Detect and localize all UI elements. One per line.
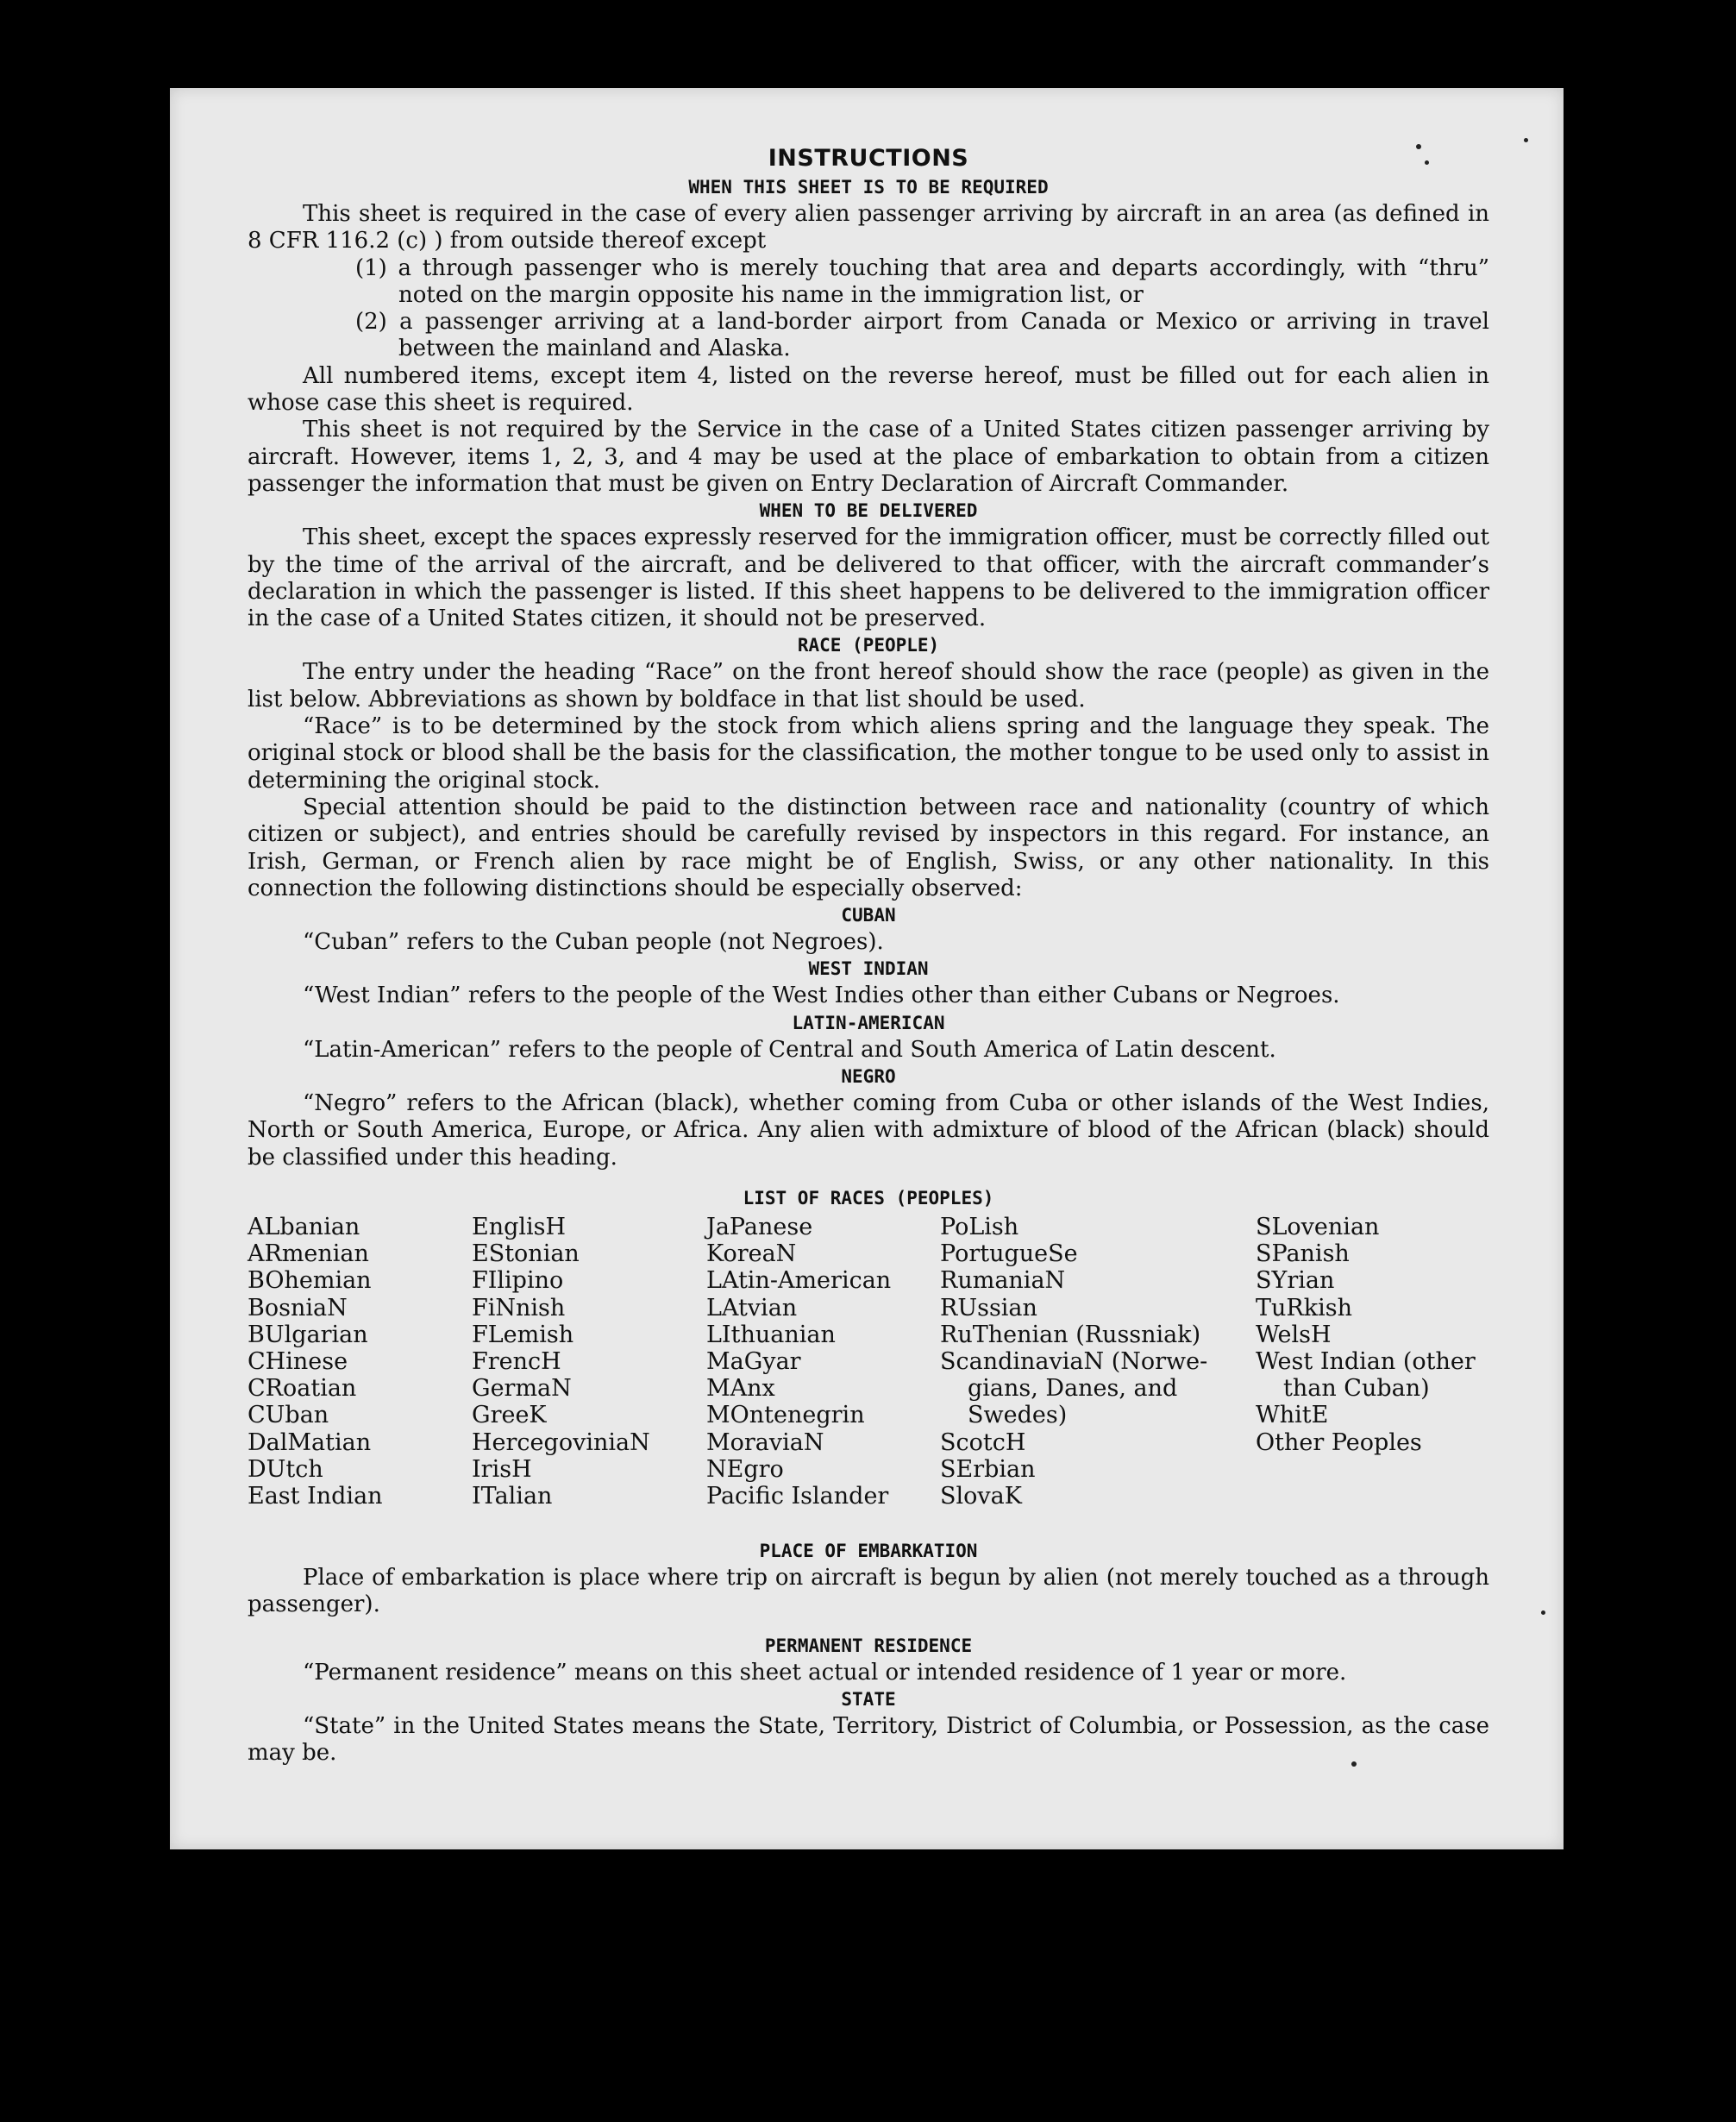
race-list-item: FLemish <box>472 1321 574 1348</box>
scan-speck <box>1425 160 1429 165</box>
heading-negro: NEGRO <box>841 1066 896 1088</box>
race-list-item: BUlgarian <box>248 1321 368 1348</box>
paragraph-latin-american: “Latin-American” refers to the people of Central and South America of Latin descent. <box>303 1036 1276 1063</box>
paragraph-citizen: This sheet is not required by the Service in the case of a United States citizen passenger arriving by aircraft. However, items 1, 2, 3, and 4 may be used at the place of embarkation to obtain from a citizen passenger the information that must be given on Entry Declaration of Aircraft Commander. <box>248 417 1489 497</box>
races-column-4 <box>940 1214 1207 1510</box>
race-list-item: CRoatian <box>248 1375 357 1403</box>
paragraph-cuban: “Cuban” refers to the Cuban people (not Negroes). <box>303 929 884 956</box>
race-list-item: FrencH <box>472 1347 561 1375</box>
heading-state: STATE <box>841 1688 896 1710</box>
race-list-item: TuRkish <box>1256 1294 1352 1322</box>
race-list-item: LIthuanian <box>706 1321 836 1348</box>
race-list-item: PortugueSe <box>940 1240 1078 1268</box>
race-list-item: FiNnish <box>472 1294 566 1322</box>
paragraph-race-1: The entry under the heading “Race” on the front hereof should show the race (people) as given in the list below. Abbreviations as shown by boldface in that list should be used. <box>248 659 1489 713</box>
paragraph-delivered: This sheet, except the spaces expressly reserved for the immigration officer, must be correctly filled out by the time of the arrival of the aircraft, and be delivered to that officer, with the aircraft commander’s declaration in which the passenger is listed. If this sheet happens to be delivered to the immigration officer in the case of a United States citizen, it should not be preserved. <box>248 524 1489 632</box>
exception-item-1: (1) a through passenger who is merely touching that area and departs accordingly, with “thru” noted on the margin opposite his name in the immigration list, or <box>355 254 1489 308</box>
race-list-item: ScandinaviaN (Norwe- <box>940 1347 1208 1375</box>
race-list-item: SlovaK <box>940 1482 1022 1510</box>
scan-speck <box>1541 1610 1545 1615</box>
race-list-item: WhitE <box>1256 1402 1329 1429</box>
race-list-item: SErbian <box>940 1455 1036 1483</box>
paragraph-embarkation: Place of embarkation is place where trip on aircraft is begun by alien (not merely touched as a through passenger). <box>248 1564 1489 1618</box>
race-list-item: CUban <box>248 1402 329 1429</box>
races-column-1 <box>248 1214 383 1510</box>
race-list-item: than Cuban) <box>1283 1375 1430 1403</box>
scan-speck <box>1416 144 1421 149</box>
races-list <box>248 1214 1489 1538</box>
paragraph-state: “State” in the United States means the State, Territory, District of Columbia, or Possession, as the case may be. <box>248 1712 1489 1767</box>
race-list-item: WelsH <box>1256 1321 1332 1348</box>
heading-when-delivered: WHEN TO BE DELIVERED <box>759 500 978 522</box>
race-list-item: BOhemian <box>248 1267 372 1295</box>
exception-item-2: (2) a passenger arriving at a land-border airport from Canada or Mexico or arriving in travel between the mainland and Alaska. <box>355 309 1489 362</box>
heading-race: RACE (PEOPLE) <box>797 635 940 656</box>
paragraph-numbered-items: All numbered items, except item 4, listed on the reverse hereof, must be filled out for each alien in whose case this sheet is required. <box>248 362 1489 417</box>
race-list-item: ScotcH <box>940 1428 1026 1456</box>
race-list-item: DalMatian <box>248 1428 372 1456</box>
heading-embarkation: PLACE OF EMBARKATION <box>759 1540 978 1561</box>
race-list-item: RumaniaN <box>940 1267 1066 1295</box>
page-title: INSTRUCTIONS <box>768 145 969 172</box>
race-list-item: LAtin-American <box>706 1267 892 1295</box>
race-list-item: East Indian <box>248 1482 383 1510</box>
race-list-item: CHinese <box>248 1347 348 1375</box>
race-list-item: RuThenian (Russniak) <box>940 1321 1201 1348</box>
race-list-item: JaPanese <box>706 1213 813 1240</box>
paragraph-race-3: Special attention should be paid to the distinction between race and nationality (country of which citizen or subject), and entries should be carefully revised by inspectors in this regard. For instance, an Irish, German, or French alien by race might be of English, Swiss, or any other nationality. In this connection the following distinctions should be especially observed: <box>248 794 1489 901</box>
race-list-item: MoraviaN <box>706 1428 824 1456</box>
race-list-item: West Indian (other <box>1256 1347 1476 1375</box>
paragraph-residence: “Permanent residence” means on this sheet actual or intended residence of 1 year or more. <box>303 1659 1347 1686</box>
race-list-item: PoLish <box>940 1213 1019 1240</box>
heading-residence: PERMANENT RESIDENCE <box>764 1635 973 1656</box>
race-list-item: GreeK <box>472 1402 547 1429</box>
heading-latin-american: LATIN-AMERICAN <box>792 1012 945 1033</box>
races-column-3 <box>706 1214 891 1510</box>
race-list-item: FIlipino <box>472 1267 564 1295</box>
race-list-item: LAtvian <box>706 1294 798 1322</box>
race-list-item: BosniaN <box>248 1294 348 1322</box>
races-column-5 <box>1256 1214 1476 1456</box>
paragraph-negro: “Negro” refers to the African (black), whether coming from Cuba or other islands of the West Indies, North or South America, Europe, or Africa. Any alien with admixture of blood of the African (black) should be classified under this heading. <box>248 1090 1489 1171</box>
race-list-item: ARmenian <box>248 1240 369 1268</box>
heading-west-indian: WEST INDIAN <box>808 958 929 980</box>
heading-list-of-races: LIST OF RACES (PEOPLES) <box>743 1187 994 1209</box>
race-list-item: gians, Danes, and <box>968 1375 1178 1403</box>
race-list-item: SLovenian <box>1256 1213 1380 1240</box>
document-sheet <box>170 88 1564 1849</box>
race-list-item: Other Peoples <box>1256 1428 1422 1456</box>
paragraph-required-intro: This sheet is required in the case of every alien passenger arriving by aircraft in an area (as defined in 8 CFR 116.2 (c) ) from outside thereof except <box>248 201 1489 254</box>
race-list-item: SYrian <box>1256 1267 1335 1295</box>
race-list-item: EnglisH <box>472 1213 567 1240</box>
scan-speck <box>1351 1761 1357 1767</box>
race-list-item: Pacific Islander <box>706 1482 889 1510</box>
race-list-item: NEgro <box>706 1455 784 1483</box>
race-list-item: HercegoviniaN <box>472 1428 650 1456</box>
race-list-item: IrisH <box>472 1455 532 1483</box>
document-body <box>248 143 1489 1767</box>
paragraph-west-indian: “West Indian” refers to the people of the West Indies other than either Cubans or Negroes. <box>303 983 1340 1009</box>
race-list-item: MAnx <box>706 1375 775 1403</box>
race-list-item: DUtch <box>248 1455 323 1483</box>
race-list-item: RUssian <box>940 1294 1037 1322</box>
race-list-item: ALbanian <box>248 1213 360 1240</box>
races-column-2 <box>472 1214 650 1510</box>
race-list-item: SPanish <box>1256 1240 1350 1268</box>
scan-speck <box>1524 138 1528 142</box>
race-list-item: MaGyar <box>706 1347 801 1375</box>
heading-when-required: WHEN THIS SHEET IS TO BE REQUIRED <box>688 177 1049 198</box>
race-list-item: ITalian <box>472 1482 553 1510</box>
race-list-item: KoreaN <box>706 1240 797 1268</box>
race-list-item: Swedes) <box>968 1402 1068 1429</box>
race-list-item: GermaN <box>472 1375 572 1403</box>
paragraph-race-2: “Race” is to be determined by the stock from which aliens spring and the language they speak. The original stock or blood shall be the basis for the classification, the mother tongue to be used only to assist in determining the original stock. <box>248 713 1489 794</box>
heading-cuban: CUBAN <box>841 905 896 926</box>
race-list-item: MOntenegrin <box>706 1402 865 1429</box>
race-list-item: EStonian <box>472 1240 580 1268</box>
